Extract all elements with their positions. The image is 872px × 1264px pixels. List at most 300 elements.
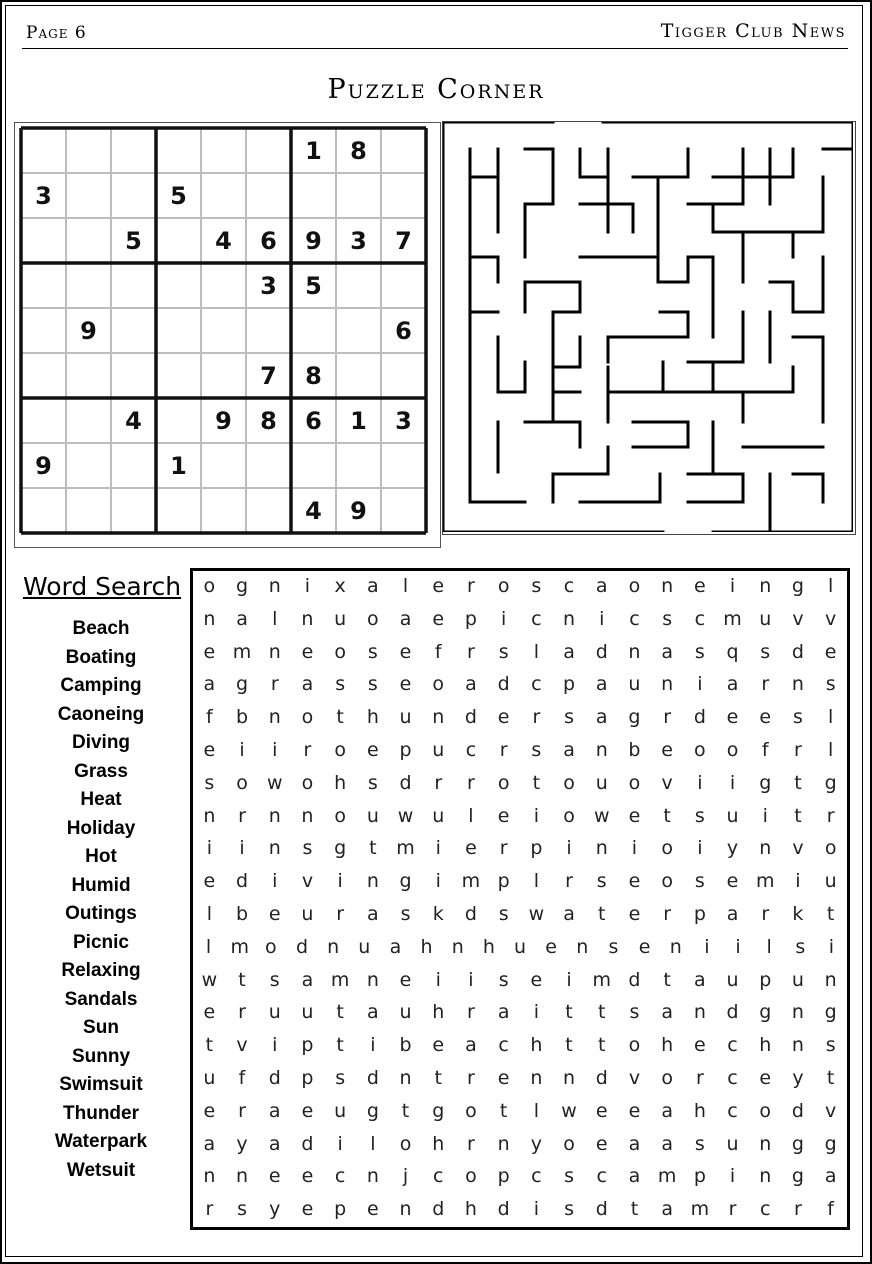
grid-letter[interactable]: a	[563, 640, 575, 663]
grid-letter[interactable]: a	[465, 1034, 477, 1057]
grid-letter[interactable]: c	[531, 673, 542, 696]
grid-letter[interactable]: o	[301, 706, 314, 729]
grid-letter[interactable]: a	[661, 1132, 673, 1155]
grid-letter[interactable]: e	[301, 1099, 314, 1122]
grid-letter[interactable]: n	[451, 935, 464, 958]
grid-letter[interactable]: x	[334, 575, 346, 597]
grid-letter[interactable]: g	[824, 771, 837, 794]
grid-letter[interactable]: i	[533, 1198, 539, 1221]
grid-letter[interactable]: s	[269, 968, 280, 991]
grid-letter[interactable]: g	[399, 870, 412, 893]
grid-letter[interactable]: n	[563, 1067, 576, 1089]
grid-letter[interactable]: u	[366, 804, 379, 827]
grid-letter[interactable]: o	[628, 1034, 641, 1057]
grid-letter[interactable]: d	[595, 1198, 608, 1221]
grid-letter[interactable]: n	[327, 935, 340, 958]
grid-letter[interactable]: s	[825, 673, 836, 696]
grid-letter[interactable]: l	[533, 870, 539, 893]
grid-letter[interactable]: t	[794, 771, 802, 794]
grid-letter[interactable]: i	[704, 935, 710, 958]
grid-letter[interactable]: a	[268, 1099, 281, 1122]
grid-letter[interactable]: o	[694, 739, 706, 761]
grid-letter[interactable]: e	[301, 1165, 314, 1188]
grid-letter[interactable]: c	[629, 607, 640, 630]
grid-letter[interactable]: u	[595, 771, 608, 794]
grid-letter[interactable]: c	[334, 1165, 346, 1188]
grid-letter[interactable]: m	[690, 1198, 710, 1221]
grid-letter[interactable]: n	[268, 640, 281, 663]
grid-letter[interactable]: e	[203, 640, 216, 663]
grid-letter[interactable]: a	[301, 673, 314, 696]
grid-letter[interactable]: i	[599, 607, 605, 630]
grid-letter[interactable]: g	[366, 1099, 379, 1122]
grid-letter[interactable]: t	[532, 771, 541, 794]
grid-letter[interactable]: o	[563, 771, 575, 794]
grid-letter[interactable]: s	[204, 771, 215, 794]
grid-letter[interactable]: n	[759, 837, 772, 860]
grid-letter[interactable]: c	[760, 1198, 771, 1221]
grid-letter[interactable]: s	[400, 903, 411, 925]
grid-letter[interactable]: a	[497, 1001, 510, 1024]
grid-letter[interactable]: e	[661, 739, 673, 761]
grid-letter[interactable]: e	[301, 640, 314, 663]
grid-letter[interactable]: o	[497, 771, 510, 794]
grid-letter[interactable]: a	[563, 739, 575, 761]
grid-letter[interactable]: i	[239, 739, 245, 761]
grid-letter[interactable]: i	[729, 1165, 736, 1188]
grid-letter[interactable]: u	[334, 1099, 347, 1122]
grid-letter[interactable]: s	[531, 739, 542, 761]
grid-letter[interactable]: i	[697, 837, 703, 860]
grid-letter[interactable]: d	[464, 706, 477, 729]
grid-letter[interactable]: i	[272, 1034, 278, 1057]
grid-letter[interactable]: r	[663, 706, 672, 729]
grid-letter[interactable]: o	[465, 1099, 477, 1122]
grid-letter[interactable]: d	[726, 1001, 739, 1024]
grid-letter[interactable]: d	[295, 935, 309, 958]
grid-letter[interactable]: n	[268, 837, 281, 860]
grid-letter[interactable]: f	[205, 706, 213, 729]
grid-letter[interactable]: r	[336, 903, 345, 925]
grid-letter[interactable]: n	[366, 968, 379, 991]
grid-letter[interactable]: n	[236, 1165, 249, 1188]
grid-letter[interactable]: n	[759, 1165, 772, 1188]
grid-letter[interactable]: o	[759, 1099, 772, 1122]
grid-letter[interactable]: o	[661, 870, 673, 893]
grid-letter[interactable]: d	[301, 1132, 314, 1155]
grid-letter[interactable]: t	[826, 1067, 835, 1089]
grid-letter[interactable]: c	[465, 739, 477, 761]
grid-letter[interactable]: o	[203, 575, 216, 597]
grid-letter[interactable]: c	[498, 1034, 509, 1057]
grid-letter[interactable]: e	[628, 870, 641, 893]
grid-letter[interactable]: s	[792, 706, 803, 729]
grid-letter[interactable]: e	[399, 673, 412, 696]
grid-letter[interactable]: s	[498, 968, 509, 991]
grid-letter[interactable]: b	[628, 739, 641, 761]
grid-letter[interactable]: e	[693, 575, 706, 597]
grid-letter[interactable]: i	[501, 607, 507, 630]
grid-letter[interactable]: e	[628, 804, 641, 827]
grid-letter[interactable]: n	[595, 837, 608, 860]
grid-letter[interactable]: n	[366, 1165, 379, 1188]
grid-letter[interactable]: p	[497, 870, 510, 893]
grid-letter[interactable]: g	[236, 575, 249, 597]
grid-letter[interactable]: l	[205, 935, 212, 958]
grid-letter[interactable]: m	[723, 607, 742, 630]
grid-letter[interactable]: i	[206, 837, 212, 860]
grid-letter[interactable]: e	[366, 739, 379, 761]
grid-letter[interactable]: h	[432, 1132, 445, 1155]
grid-letter[interactable]: n	[268, 575, 281, 597]
grid-letter[interactable]: e	[432, 575, 445, 597]
grid-letter[interactable]: o	[497, 575, 510, 597]
grid-letter[interactable]: r	[532, 706, 541, 729]
grid-letter[interactable]: o	[563, 1132, 575, 1155]
grid-letter[interactable]: r	[794, 739, 802, 761]
grid-letter[interactable]: o	[824, 837, 837, 860]
grid-letter[interactable]: u	[358, 935, 371, 958]
grid-letter[interactable]: w	[561, 1099, 577, 1122]
grid-letter[interactable]: g	[791, 1165, 804, 1188]
grid-letter[interactable]: f	[238, 1067, 246, 1089]
grid-letter[interactable]: u	[791, 968, 804, 991]
grid-letter[interactable]: i	[566, 968, 572, 991]
grid-letter[interactable]: g	[628, 706, 641, 729]
grid-letter[interactable]: l	[533, 1099, 539, 1122]
grid-letter[interactable]: n	[563, 607, 576, 630]
grid-letter[interactable]: m	[232, 640, 252, 663]
grid-letter[interactable]: n	[399, 1067, 412, 1089]
grid-letter[interactable]: y	[792, 1067, 804, 1089]
grid-letter[interactable]: f	[761, 739, 769, 761]
grid-letter[interactable]: t	[630, 1198, 639, 1221]
grid-letter[interactable]: v	[792, 607, 804, 630]
grid-letter[interactable]: s	[367, 673, 378, 696]
grid-letter[interactable]: u	[399, 1001, 412, 1024]
grid-letter[interactable]: h	[432, 1001, 445, 1024]
grid-letter[interactable]: u	[399, 706, 412, 729]
grid-letter[interactable]: r	[238, 1001, 246, 1024]
grid-letter[interactable]: v	[301, 870, 314, 893]
grid-letter[interactable]: a	[595, 706, 608, 729]
grid-letter[interactable]: n	[628, 640, 641, 663]
grid-letter[interactable]: r	[761, 673, 770, 696]
grid-letter[interactable]: i	[435, 968, 441, 991]
grid-letter[interactable]: e	[628, 903, 641, 925]
grid-letter[interactable]: t	[369, 837, 377, 860]
grid-letter[interactable]: t	[565, 1034, 573, 1057]
grid-letter[interactable]: a	[595, 673, 608, 696]
grid-letter[interactable]: c	[727, 1099, 738, 1122]
grid-letter[interactable]: f	[434, 640, 442, 663]
grid-letter[interactable]: v	[825, 607, 837, 630]
grid-letter[interactable]: u	[432, 739, 445, 761]
grid-letter[interactable]: h	[334, 771, 347, 794]
grid-letter[interactable]: d	[791, 1099, 804, 1122]
grid-letter[interactable]: u	[432, 804, 445, 827]
grid-letter[interactable]: y	[269, 1198, 281, 1221]
grid-letter[interactable]: l	[370, 1132, 376, 1155]
grid-letter[interactable]: e	[726, 706, 739, 729]
grid-letter[interactable]: m	[396, 837, 415, 860]
grid-letter[interactable]: o	[236, 771, 248, 794]
grid-letter[interactable]: d	[693, 706, 706, 729]
grid-letter[interactable]: r	[467, 1067, 475, 1089]
grid-letter[interactable]: a	[824, 1165, 837, 1188]
grid-letter[interactable]: e	[497, 1067, 510, 1089]
grid-letter[interactable]: v	[661, 771, 673, 794]
grid-letter[interactable]: d	[628, 968, 641, 991]
grid-letter[interactable]: e	[545, 935, 557, 958]
grid-letter[interactable]: g	[791, 575, 804, 597]
grid-letter[interactable]: o	[628, 575, 641, 597]
grid-letter[interactable]: n	[497, 1132, 510, 1155]
grid-letter[interactable]: d	[595, 640, 608, 663]
grid-letter[interactable]: m	[592, 968, 611, 991]
grid-letter[interactable]: s	[825, 1034, 836, 1057]
grid-letter[interactable]: p	[530, 837, 543, 860]
grid-letter[interactable]: p	[399, 739, 412, 761]
grid-letter[interactable]: r	[467, 771, 475, 794]
grid-letter[interactable]: s	[367, 640, 378, 663]
grid-letter[interactable]: y	[726, 837, 739, 860]
grid-letter[interactable]: t	[336, 1001, 344, 1024]
grid-letter[interactable]: r	[565, 870, 573, 893]
grid-letter[interactable]: h	[420, 935, 433, 958]
grid-letter[interactable]: e	[399, 640, 412, 663]
grid-letter[interactable]: y	[236, 1132, 248, 1155]
grid-letter[interactable]: e	[432, 607, 445, 630]
grid-letter[interactable]: s	[608, 935, 619, 958]
grid-letter[interactable]: d	[497, 673, 510, 696]
grid-letter[interactable]: i	[533, 1001, 539, 1024]
grid-letter[interactable]: o	[661, 837, 673, 860]
grid-letter[interactable]: t	[598, 903, 606, 925]
grid-letter[interactable]: s	[629, 1001, 640, 1024]
grid-letter[interactable]: e	[268, 1165, 281, 1188]
grid-letter[interactable]: n	[791, 1034, 804, 1057]
grid-letter[interactable]: g	[759, 1001, 772, 1024]
grid-letter[interactable]: c	[727, 1034, 738, 1057]
grid-letter[interactable]: m	[657, 1165, 677, 1188]
grid-letter[interactable]: a	[389, 935, 402, 958]
grid-letter[interactable]: m	[230, 935, 249, 958]
grid-letter[interactable]: i	[239, 837, 245, 860]
grid-letter[interactable]: e	[530, 968, 543, 991]
grid-letter[interactable]: r	[303, 739, 312, 761]
grid-letter[interactable]: k	[792, 903, 804, 925]
grid-letter[interactable]: r	[663, 903, 672, 925]
grid-letter[interactable]: o	[265, 935, 277, 958]
grid-letter[interactable]: r	[794, 1198, 802, 1221]
grid-letter[interactable]: d	[399, 771, 412, 794]
grid-letter[interactable]: r	[238, 804, 246, 827]
grid-letter[interactable]: n	[595, 739, 608, 761]
grid-letter[interactable]: a	[203, 1132, 216, 1155]
grid-letter[interactable]: n	[301, 804, 314, 827]
grid-letter[interactable]: l	[533, 640, 539, 663]
grid-letter[interactable]: o	[465, 1165, 477, 1188]
grid-letter[interactable]: i	[566, 837, 572, 860]
grid-letter[interactable]: t	[336, 706, 344, 729]
grid-letter[interactable]: r	[467, 1001, 475, 1024]
grid-letter[interactable]: w	[593, 804, 610, 827]
grid-letter[interactable]: n	[791, 673, 804, 696]
grid-letter[interactable]: e	[595, 1099, 608, 1122]
grid-letter[interactable]: n	[576, 935, 589, 958]
grid-letter[interactable]: i	[762, 804, 768, 827]
grid-letter[interactable]: p	[693, 1165, 706, 1188]
grid-letter[interactable]: a	[367, 1001, 379, 1024]
grid-letter[interactable]: a	[726, 673, 739, 696]
grid-letter[interactable]: b	[236, 706, 249, 729]
grid-letter[interactable]: s	[662, 607, 673, 630]
grid-letter[interactable]: l	[828, 706, 834, 729]
grid-letter[interactable]: s	[367, 771, 378, 794]
grid-letter[interactable]: u	[203, 1067, 216, 1089]
grid-letter[interactable]: b	[236, 903, 249, 925]
grid-letter[interactable]: o	[432, 673, 445, 696]
grid-letter[interactable]: r	[434, 771, 443, 794]
grid-letter[interactable]: i	[435, 837, 441, 860]
grid-letter[interactable]: i	[697, 771, 703, 794]
grid-letter[interactable]: i	[729, 771, 736, 794]
grid-letter[interactable]: r	[238, 1099, 246, 1122]
grid-letter[interactable]: s	[795, 935, 806, 958]
grid-letter[interactable]: r	[499, 837, 508, 860]
grid-letter[interactable]: r	[695, 1067, 704, 1089]
grid-letter[interactable]: j	[402, 1165, 409, 1188]
grid-letter[interactable]: o	[334, 640, 346, 663]
grid-letter[interactable]: s	[237, 1198, 247, 1221]
grid-letter[interactable]: i	[337, 1132, 343, 1155]
grid-letter[interactable]: n	[301, 607, 314, 630]
grid-letter[interactable]: i	[729, 575, 736, 597]
grid-letter[interactable]: n	[203, 607, 216, 630]
grid-letter[interactable]: a	[661, 1099, 673, 1122]
grid-letter[interactable]: d	[497, 1198, 510, 1221]
grid-letter[interactable]: g	[334, 837, 347, 860]
grid-letter[interactable]: o	[628, 771, 641, 794]
grid-letter[interactable]: e	[638, 935, 651, 958]
grid-letter[interactable]: u	[759, 607, 772, 630]
grid-letter[interactable]: u	[268, 1001, 281, 1024]
grid-letter[interactable]: o	[563, 804, 575, 827]
grid-letter[interactable]: s	[302, 837, 313, 860]
grid-letter[interactable]: n	[268, 706, 281, 729]
grid-letter[interactable]: n	[268, 804, 281, 827]
grid-letter[interactable]: d	[366, 1067, 379, 1089]
grid-letter[interactable]: s	[694, 804, 705, 827]
grid-letter[interactable]: t	[238, 968, 246, 991]
grid-letter[interactable]: s	[694, 870, 705, 893]
grid-letter[interactable]: a	[694, 968, 706, 991]
grid-letter[interactable]: a	[661, 1198, 673, 1221]
grid-letter[interactable]: n	[759, 1132, 772, 1155]
grid-letter[interactable]: t	[663, 804, 671, 827]
grid-letter[interactable]: d	[791, 640, 804, 663]
grid-letter[interactable]: n	[530, 1067, 543, 1089]
grid-letter[interactable]: v	[628, 1067, 641, 1089]
grid-letter[interactable]: q	[726, 640, 739, 663]
grid-letter[interactable]: o	[367, 607, 379, 630]
grid-letter[interactable]: p	[563, 673, 576, 696]
grid-letter[interactable]: p	[301, 1034, 314, 1057]
grid-letter[interactable]: l	[272, 607, 278, 630]
grid-letter[interactable]: i	[468, 968, 474, 991]
grid-letter[interactable]: t	[401, 1099, 410, 1122]
grid-letter[interactable]: t	[336, 1034, 344, 1057]
grid-letter[interactable]: u	[301, 903, 314, 925]
grid-letter[interactable]: g	[791, 1132, 804, 1155]
grid-letter[interactable]: h	[759, 1034, 772, 1057]
grid-letter[interactable]: t	[598, 1001, 606, 1024]
grid-letter[interactable]: a	[203, 673, 216, 696]
grid-letter[interactable]: s	[564, 1165, 574, 1188]
grid-letter[interactable]: v	[792, 837, 804, 860]
grid-letter[interactable]: e	[268, 903, 281, 925]
grid-letter[interactable]: u	[726, 1132, 739, 1155]
grid-letter[interactable]: d	[464, 903, 477, 925]
grid-letter[interactable]: o	[726, 739, 739, 761]
grid-letter[interactable]: d	[268, 1067, 281, 1089]
grid-letter[interactable]: n	[693, 1001, 706, 1024]
grid-letter[interactable]: u	[824, 870, 837, 893]
grid-letter[interactable]: e	[824, 640, 837, 663]
grid-letter[interactable]: a	[367, 903, 379, 925]
grid-letter[interactable]: e	[497, 804, 510, 827]
grid-letter[interactable]: l	[402, 575, 409, 597]
grid-letter[interactable]: r	[467, 575, 475, 597]
grid-letter[interactable]: h	[482, 935, 495, 958]
grid-letter[interactable]: a	[301, 968, 314, 991]
grid-letter[interactable]: e	[432, 1034, 445, 1057]
grid-letter[interactable]: n	[432, 706, 445, 729]
grid-letter[interactable]: h	[366, 706, 379, 729]
grid-letter[interactable]: n	[203, 1165, 216, 1188]
grid-letter[interactable]: e	[726, 870, 739, 893]
grid-letter[interactable]: n	[791, 1001, 804, 1024]
grid-letter[interactable]: h	[464, 1198, 477, 1221]
grid-letter[interactable]: a	[628, 1165, 641, 1188]
grid-letter[interactable]: a	[399, 607, 412, 630]
grid-letter[interactable]: s	[564, 1198, 574, 1221]
grid-letter[interactable]: n	[399, 1198, 412, 1221]
grid-letter[interactable]: i	[631, 837, 638, 860]
grid-letter[interactable]: s	[694, 1132, 705, 1155]
grid-letter[interactable]: n	[824, 968, 837, 991]
grid-letter[interactable]: l	[828, 575, 834, 597]
grid-letter[interactable]: a	[726, 903, 739, 925]
grid-letter[interactable]: a	[595, 575, 608, 597]
grid-letter[interactable]: i	[533, 804, 539, 827]
grid-letter[interactable]: i	[337, 870, 343, 893]
grid-letter[interactable]: i	[272, 739, 278, 761]
grid-letter[interactable]: p	[464, 607, 477, 630]
grid-letter[interactable]: i	[735, 935, 741, 958]
grid-letter[interactable]: n	[669, 935, 682, 958]
grid-letter[interactable]: r	[826, 804, 835, 827]
grid-letter[interactable]: r	[205, 1198, 214, 1221]
grid-letter[interactable]: p	[301, 1067, 314, 1089]
grid-letter[interactable]: e	[759, 1067, 772, 1089]
grid-letter[interactable]: n	[203, 804, 216, 827]
grid-letter[interactable]: o	[301, 771, 314, 794]
grid-letter[interactable]: o	[399, 1132, 412, 1155]
grid-letter[interactable]: e	[203, 1099, 216, 1122]
grid-letter[interactable]: n	[759, 575, 772, 597]
